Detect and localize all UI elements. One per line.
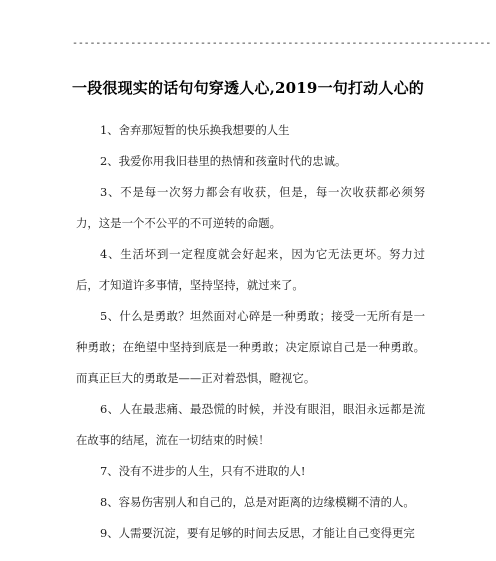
paragraph-4: 4、生活坏到一定程度就会好起来，因为它无法更坏。努力过后，才知道许多事情，坚持坚持，就过来了。 xyxy=(76,247,425,292)
paragraph-1: 1、舍弃那短暂的快乐换我想要的人生 xyxy=(100,123,290,137)
separator-line: ------------------------------------------------------------------------ xyxy=(72,38,492,49)
paragraph-9: 9、人需要沉淀，要有足够的时间去反思，才能让自己变得更完 xyxy=(100,526,415,540)
document-body xyxy=(76,115,425,549)
paragraph-2: 2、我爱你用我旧巷里的热情和孩童时代的忠诚。 xyxy=(100,154,347,168)
paragraph-3: 3、不是每一次努力都会有收获，但是，每一次收获都必须努力，这是一个不公平的不可逆转的命题。 xyxy=(76,185,425,230)
paragraph-8: 8、容易伤害别人和自己的，总是对距离的边缘模糊不清的人。 xyxy=(100,495,415,509)
paragraph-5: 5、什么是勇敢？坦然面对心碎是一种勇敢；接受一无所有是一种勇敢；在绝望中坚持到底是一种勇敢；决定原谅自己是一种勇敢。而真正巨大的勇敢是——正对着恐惧，瞪视它。 xyxy=(76,309,425,385)
document-title: 一段很现实的话句句穿透人心,2019一句打动人心的 xyxy=(72,79,424,97)
paragraph-7: 7、没有不进步的人生，只有不进取的人! xyxy=(100,464,306,478)
paragraph-6: 6、人在最悲痛、最恐慌的时候，并没有眼泪，眼泪永远都是流在故事的结尾，流在一切结束的时候！ xyxy=(76,402,425,447)
